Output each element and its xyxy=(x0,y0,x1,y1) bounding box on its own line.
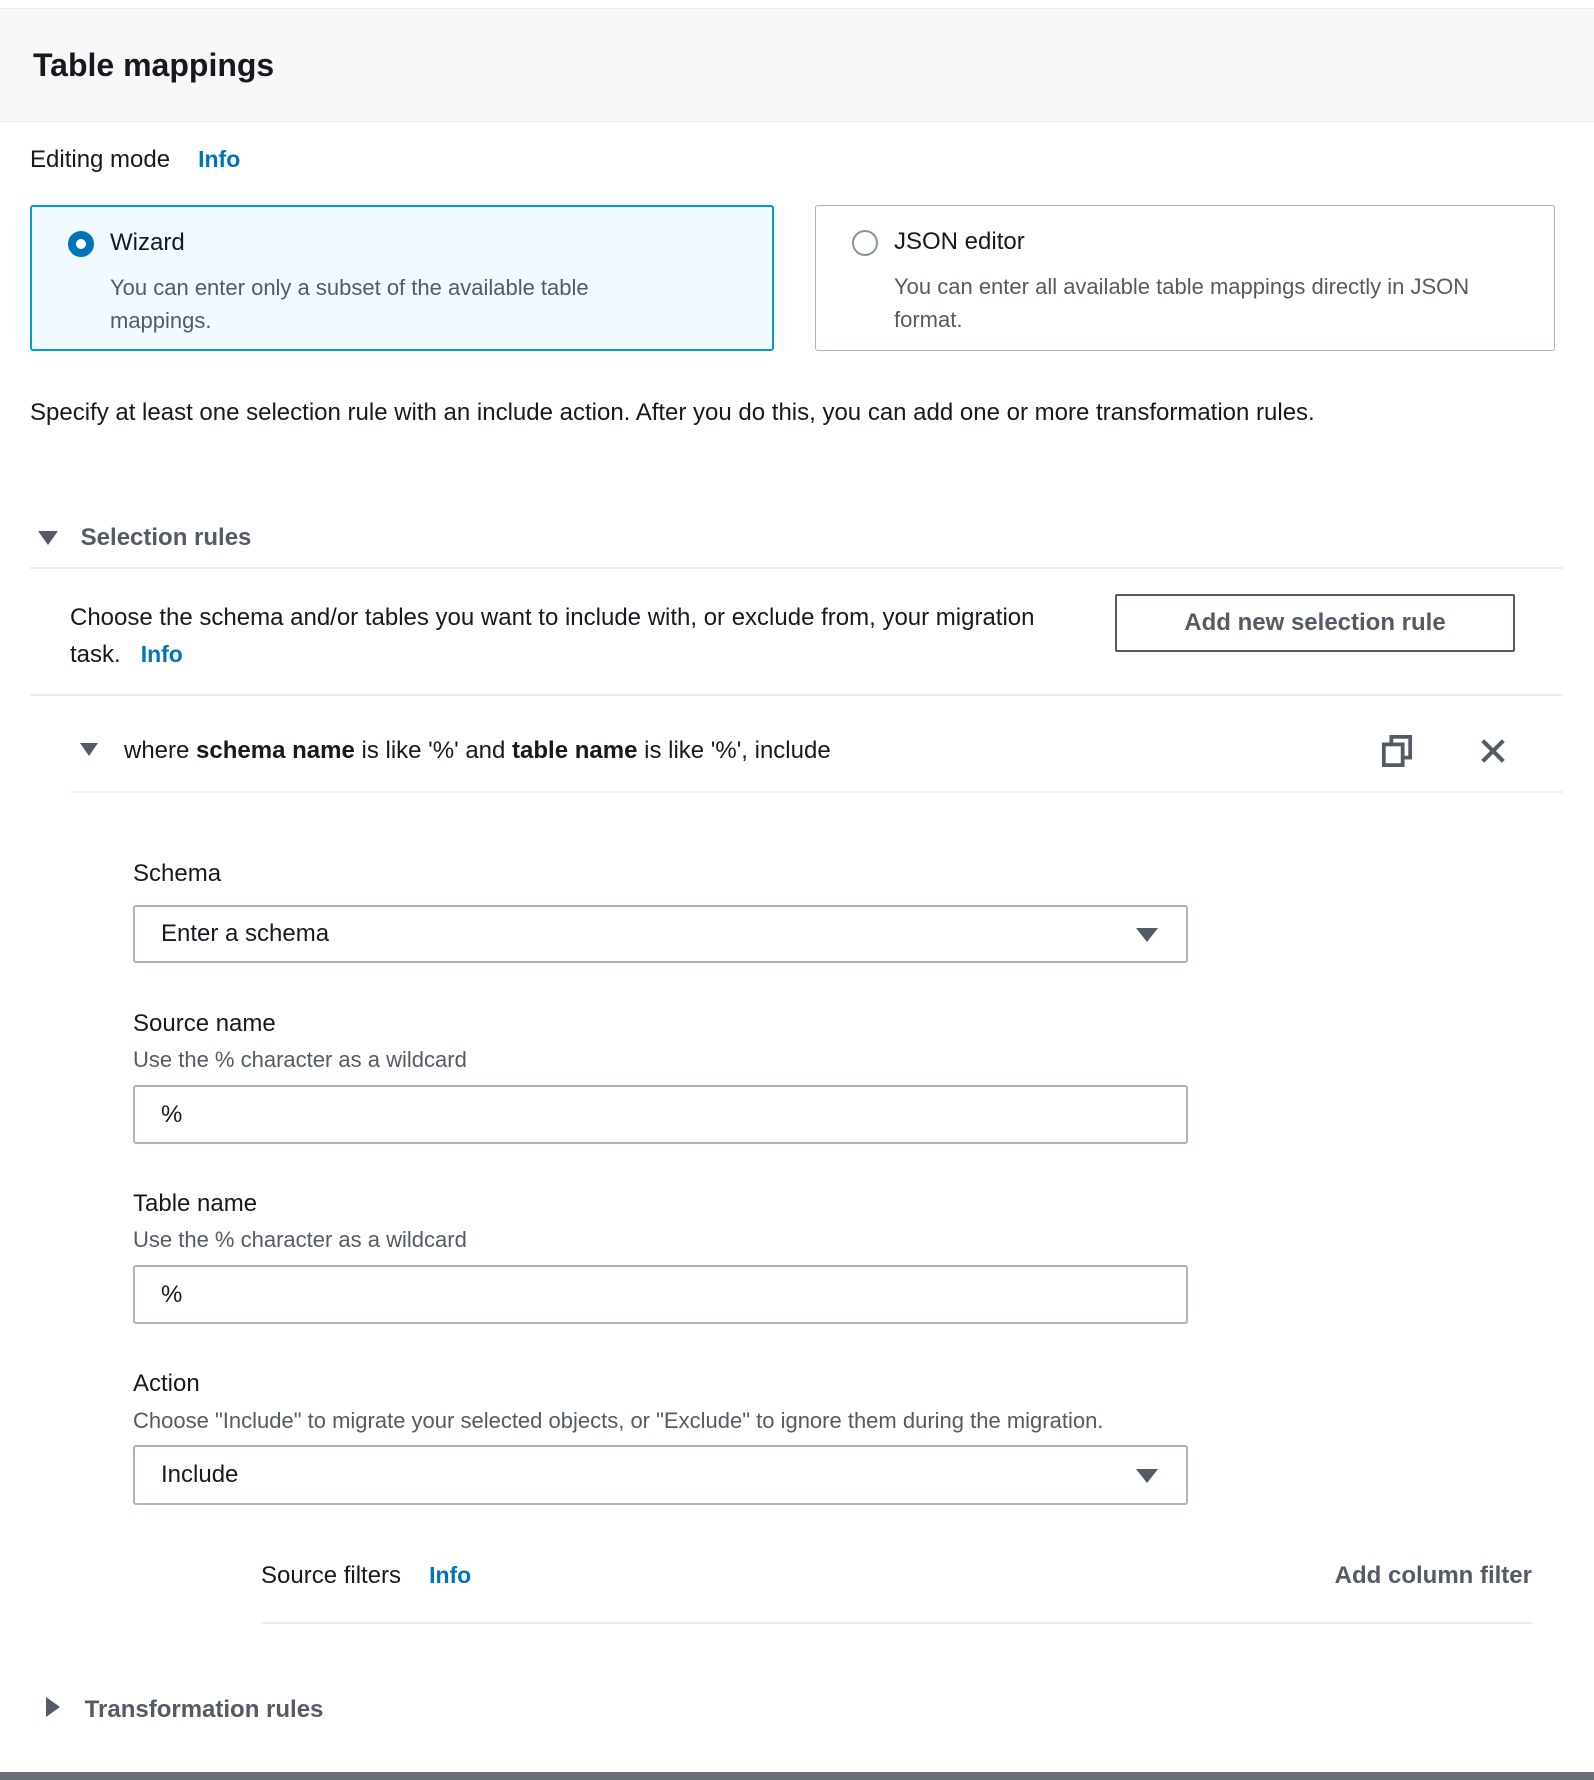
source-filters-row xyxy=(261,1562,471,1590)
table-name-input[interactable] xyxy=(133,1265,1188,1324)
panel-header xyxy=(0,8,1594,122)
close-icon xyxy=(1478,736,1508,766)
wizard-description: You can enter only a subset of the available table mappings. xyxy=(110,275,589,333)
source-name-label: Source name xyxy=(133,1010,276,1037)
add-new-selection-rule-button[interactable]: Add new selection rule xyxy=(1115,594,1515,652)
wizard-radio[interactable] xyxy=(68,231,94,257)
divider xyxy=(30,694,1563,696)
action-select[interactable] xyxy=(133,1445,1188,1505)
table-name-label: Table name xyxy=(133,1190,258,1217)
radio-card-json-editor[interactable] xyxy=(815,205,1555,351)
selection-rule-summary[interactable] xyxy=(80,737,831,765)
schema-label: Schema xyxy=(133,860,222,887)
editing-mode-row xyxy=(30,146,240,174)
source-name-input[interactable] xyxy=(133,1085,1188,1144)
source-filters-info-link[interactable]: Info xyxy=(429,1562,472,1588)
rule-summary-part3: is like '%', include xyxy=(637,737,831,764)
selection-rules-title: Selection rules xyxy=(80,524,252,551)
selection-rules-description xyxy=(70,600,1115,673)
action-label: Action xyxy=(133,1370,200,1397)
divider xyxy=(30,567,1563,569)
page-title: Table mappings xyxy=(33,47,275,83)
schema-select-value: Enter a schema xyxy=(161,920,330,947)
copy-icon xyxy=(1381,734,1413,768)
action-select-value: Include xyxy=(161,1461,239,1488)
divider xyxy=(261,1622,1532,1624)
transformation-rules-title: Transformation rules xyxy=(84,1696,324,1723)
rule-summary-table-name: table name xyxy=(512,737,638,764)
chevron-right-icon xyxy=(46,1697,60,1717)
editing-mode-label: Editing mode xyxy=(30,146,171,173)
remove-rule-button[interactable] xyxy=(1478,736,1508,769)
source-name-helper: Use the % character as a wildcard xyxy=(133,1047,467,1072)
table-name-helper: Use the % character as a wildcard xyxy=(133,1227,467,1252)
source-filters-label: Source filters xyxy=(261,1562,402,1589)
chevron-down-icon xyxy=(80,743,98,756)
rule-summary-part1: where xyxy=(124,737,197,764)
transformation-rules-header[interactable] xyxy=(46,1696,323,1724)
selection-rules-header[interactable] xyxy=(38,524,251,552)
footer-bar xyxy=(0,1772,1594,1780)
action-helper: Choose "Include" to migrate your selected objects, or "Exclude" to ignore them during the migration. xyxy=(133,1408,1104,1433)
divider xyxy=(70,791,1563,793)
chevron-down-icon xyxy=(1136,928,1158,942)
rule-summary-part2: is like '%' and xyxy=(354,737,513,764)
editing-mode-info-link[interactable]: Info xyxy=(198,146,241,172)
radio-card-wizard[interactable] xyxy=(30,205,774,351)
json-editor-label: JSON editor xyxy=(894,228,1025,255)
json-editor-radio[interactable] xyxy=(852,230,878,256)
duplicate-rule-button[interactable] xyxy=(1381,734,1413,771)
chevron-down-icon xyxy=(38,531,58,545)
intro-text: Specify at least one selection rule with an include action. After you do this, you can add one or more transformation rules. xyxy=(30,399,1315,426)
chevron-down-icon xyxy=(1136,1469,1158,1483)
add-column-filter-button[interactable]: Add column filter xyxy=(1334,1562,1532,1589)
wizard-label: Wizard xyxy=(110,229,185,256)
selection-rules-info-link[interactable]: Info xyxy=(140,641,183,667)
schema-select[interactable] xyxy=(133,905,1188,963)
json-editor-description: You can enter all available table mappings directly in JSON format. xyxy=(894,274,1470,332)
rule-summary-schema-name: schema name xyxy=(196,737,355,764)
selection-rules-description-text: Choose the schema and/or tables you want to include with, or exclude from, your migration task. xyxy=(70,604,1035,668)
